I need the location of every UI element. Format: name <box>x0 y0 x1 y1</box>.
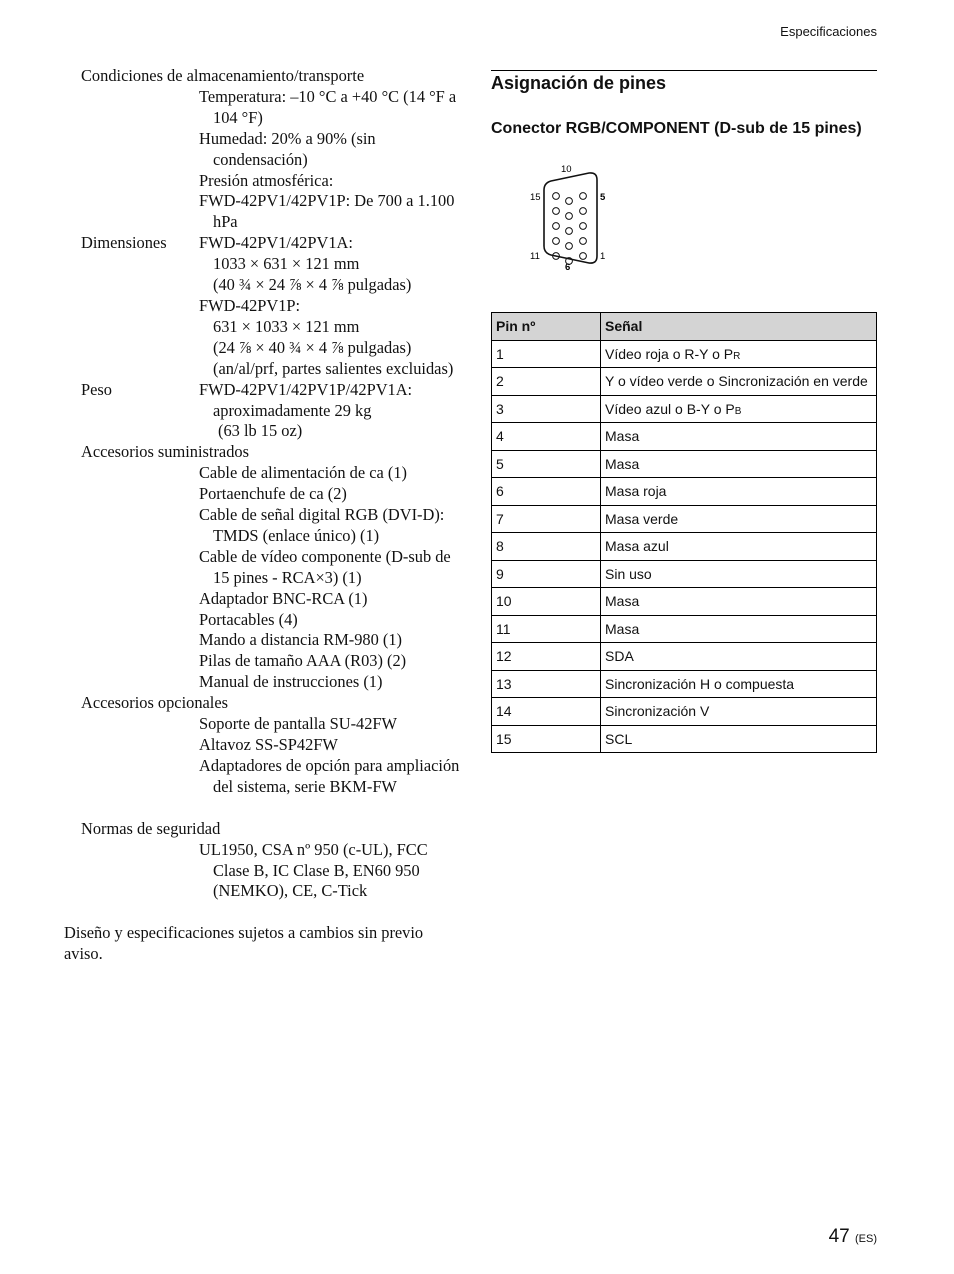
pin-label-1: 1 <box>600 251 606 262</box>
storage-value: Temperatura: –10 °C a +40 °C (14 °F a 104 °F) <box>199 86 457 127</box>
signal-text: SDA <box>605 648 634 665</box>
dimensions-value: 631 × 1033 × 121 mm <box>213 316 360 336</box>
signal-cell <box>601 725 877 753</box>
signal-text: Masa <box>605 455 640 472</box>
pin-number-cell: 15 <box>492 725 601 753</box>
signal-text: Sincronización V <box>605 703 710 720</box>
pin-number-cell: 2 <box>492 368 601 396</box>
optional-item: Adaptadores de opción para ampliación del sistema, serie BKM-FW <box>199 755 460 796</box>
pin-number-cell: 11 <box>492 615 601 643</box>
signal-text: Masa roja <box>605 483 667 500</box>
pin-label-11: 11 <box>530 251 540 262</box>
signal-text: Masa <box>605 428 640 445</box>
signal-cell <box>601 423 877 451</box>
pin-label-6: 6 <box>565 262 571 271</box>
table-row <box>492 395 877 423</box>
signal-subscript: B <box>734 405 742 417</box>
signal-text: Masa verde <box>605 510 679 527</box>
signal-text: Sin uso <box>605 565 652 582</box>
supplied-item: Mando a distancia RM-980 (1) <box>199 630 403 650</box>
signal-cell <box>601 368 877 396</box>
pin-number-cell: 1 <box>492 340 601 368</box>
table-row <box>492 368 877 396</box>
signal-subscript: R <box>733 350 741 362</box>
running-header: Especificaciones <box>780 24 877 39</box>
pin-number-cell: 6 <box>492 478 601 506</box>
supplied-heading: Accesorios suministrados <box>81 442 249 462</box>
storage-value: Presión atmosférica: <box>199 170 334 190</box>
dsub-connector-diagram <box>527 159 617 271</box>
pin-number-cell: 13 <box>492 670 601 698</box>
signal-text: Masa azul <box>605 538 669 555</box>
signal-text: Vídeo azul o B-Y o P <box>605 400 735 417</box>
table-row <box>492 725 877 753</box>
header-signal: Señal <box>601 313 877 341</box>
pin-assignment-column <box>491 70 877 753</box>
signal-cell <box>601 340 877 368</box>
table-row <box>492 478 877 506</box>
signal-text: Y o vídeo verde o Sincronización en verde <box>605 373 868 390</box>
signal-cell <box>601 670 877 698</box>
dimensions-label: Dimensiones <box>81 233 167 253</box>
page-number-value: 47 <box>828 1226 850 1247</box>
pin-number-cell: 14 <box>492 698 601 726</box>
table-row <box>492 670 877 698</box>
supplied-item: Portacables (4) <box>199 609 298 629</box>
pin-label-5: 5 <box>600 192 606 203</box>
storage-value: FWD-42PV1/42PV1P: De 700 a 1.100 hPa <box>199 191 455 232</box>
signal-text: Masa <box>605 593 640 610</box>
safety-heading: Normas de seguridad <box>81 818 221 838</box>
supplied-item: Cable de alimentación de ca (1) <box>199 463 407 483</box>
supplied-item: Manual de instrucciones (1) <box>199 672 383 692</box>
table-row <box>492 560 877 588</box>
pin-label-15: 15 <box>530 192 541 203</box>
weight-value: FWD-42PV1/42PV1P/42PV1A: aproximadamente 29 kg <box>199 379 413 420</box>
pin-number-cell: 3 <box>492 395 601 423</box>
pin-number-cell: 8 <box>492 533 601 561</box>
pin-number-cell: 5 <box>492 450 601 478</box>
pin-number-cell: 4 <box>492 423 601 451</box>
section-title: Asignación de pines <box>491 73 667 93</box>
storage-heading: Condiciones de almacenamiento/transporte <box>81 66 365 85</box>
table-row <box>492 505 877 533</box>
table-row <box>492 450 877 478</box>
optional-values <box>199 714 464 798</box>
signal-cell <box>601 588 877 616</box>
connector-pins <box>553 193 587 265</box>
header-pin: Pin nº <box>492 313 601 341</box>
signal-text: Masa <box>605 620 640 637</box>
signal-text: SCL <box>605 730 633 747</box>
dimensions-value: FWD-42PV1/42PV1A: <box>199 233 353 253</box>
section-rule <box>491 70 877 71</box>
optional-heading: Accesorios opcionales <box>81 693 229 713</box>
table-row <box>492 615 877 643</box>
signal-cell <box>601 533 877 561</box>
supplied-item: Portaenchufe de ca (2) <box>199 484 347 504</box>
supplied-item: Pilas de tamaño AAA (R03) (2) <box>199 651 407 671</box>
page-language: (ES) <box>855 1233 877 1245</box>
weight-value: (63 lb 15 oz) <box>218 421 303 441</box>
storage-values <box>199 87 464 233</box>
change-notice: Diseño y especificaciones sujetos a cambios sin previo aviso. <box>64 923 424 964</box>
signal-cell <box>601 450 877 478</box>
dimensions-value: (24 ⅞ × 40 ¾ × 4 ⅞ pulgadas) <box>213 337 412 357</box>
storage-value: Humedad: 20% a 90% (sin condensación) <box>199 128 376 169</box>
connector-title: Conector RGB/COMPONENT (D-sub de 15 pines) <box>491 120 862 137</box>
safety-item: UL1950, CSA nº 950 (c-UL), FCC Clase B, IC Clase B, EN60 950 (NEMKO), CE, C-Tick <box>199 839 428 901</box>
table-row <box>492 423 877 451</box>
signal-cell <box>601 505 877 533</box>
dimensions-value: 1033 × 631 × 121 mm <box>213 254 360 274</box>
signal-text: Vídeo roja o R-Y o P <box>605 345 734 362</box>
pin-number-cell: 9 <box>492 560 601 588</box>
signal-cell <box>601 560 877 588</box>
table-row <box>492 698 877 726</box>
signal-cell <box>601 395 877 423</box>
optional-item: Soporte de pantalla SU-42FW <box>199 714 398 734</box>
signal-cell <box>601 698 877 726</box>
table-row <box>492 533 877 561</box>
pin-number-cell: 10 <box>492 588 601 616</box>
pin-number-cell: 12 <box>492 643 601 671</box>
supplied-item: Cable de vídeo componente (D-sub de 15 pines - RCA×3) (1) <box>199 546 451 587</box>
pin-label-10: 10 <box>561 164 572 175</box>
supplied-item: Cable de señal digital RGB (DVI-D): TMDS (enlace único) (1) <box>199 505 445 545</box>
table-header-row <box>492 313 877 341</box>
signal-cell <box>601 643 877 671</box>
table-row <box>492 643 877 671</box>
table-row <box>492 588 877 616</box>
dimensions-value: FWD-42PV1P: <box>199 295 301 315</box>
weight-label: Peso <box>81 379 112 399</box>
dimensions-value: (an/al/prf, partes salientes excluidas) <box>213 358 454 378</box>
optional-item: Altavoz SS-SP42FW <box>199 735 338 754</box>
pin-number-cell: 7 <box>492 505 601 533</box>
dimensions-value: (40 ¾ × 24 ⅞ × 4 ⅞ pulgadas) <box>213 275 412 295</box>
page-number <box>829 1226 877 1248</box>
dimensions-row <box>64 233 464 379</box>
weight-row <box>64 380 464 443</box>
signal-cell <box>601 615 877 643</box>
pin-table <box>491 312 877 753</box>
supplied-values <box>199 463 464 693</box>
safety-values <box>199 840 464 903</box>
specifications-column <box>64 66 464 965</box>
signal-text: Sincronización H o compuesta <box>605 675 795 692</box>
signal-cell <box>601 478 877 506</box>
table-row <box>492 340 877 368</box>
supplied-item: Adaptador BNC-RCA (1) <box>199 588 368 608</box>
